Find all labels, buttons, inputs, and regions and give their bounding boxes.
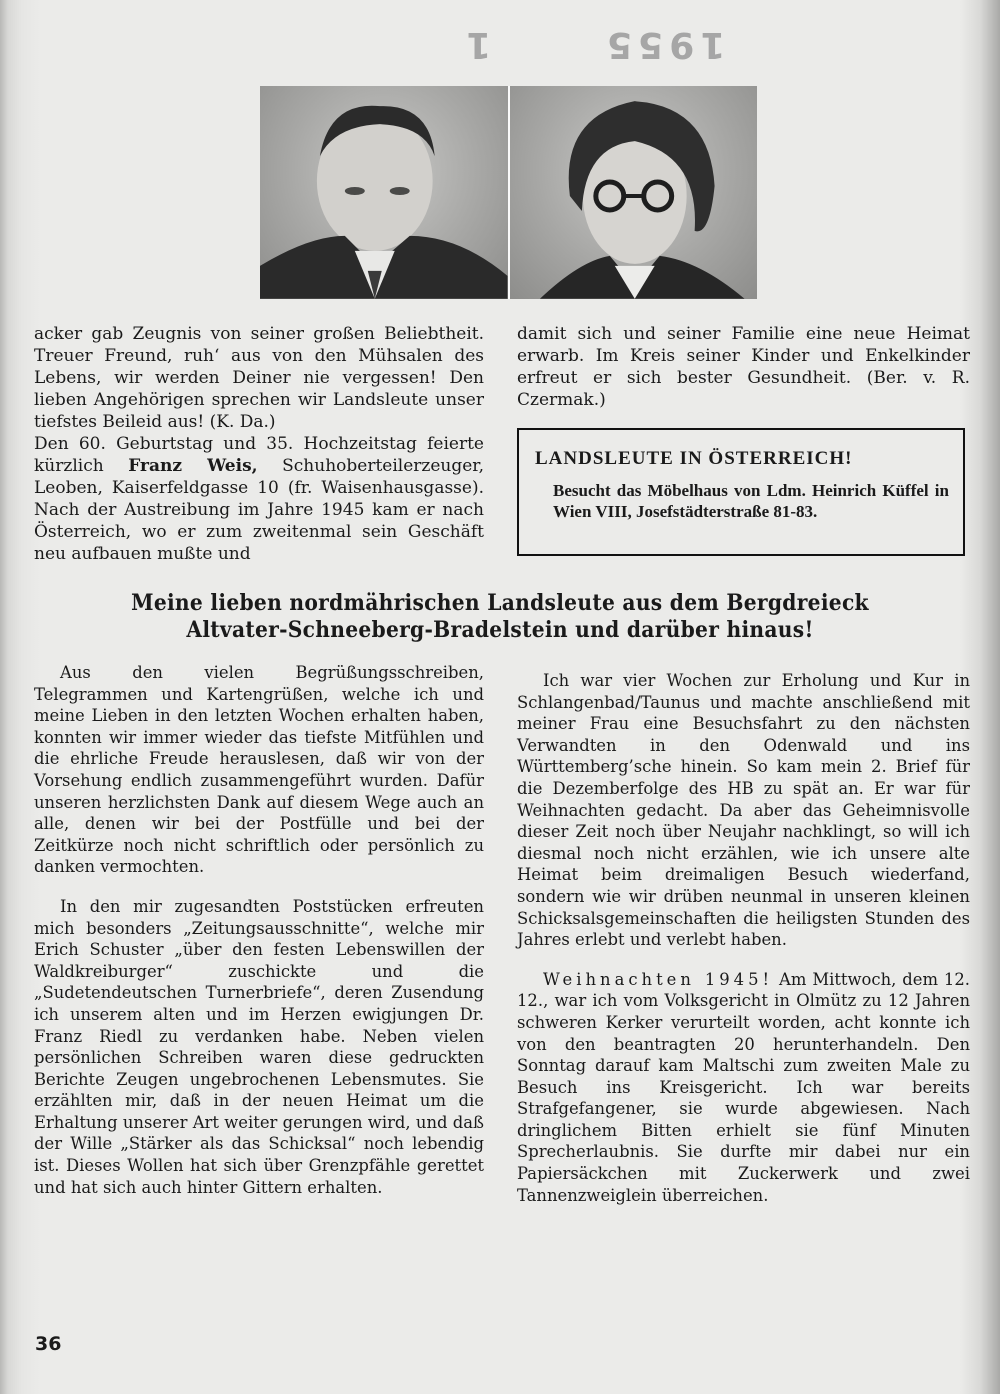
article-headline — [77, 590, 923, 644]
birthday-paragraph — [34, 433, 484, 565]
advertisement-title: LANDSLEUTE IN ÖSTERREICH! — [535, 448, 853, 469]
portrait-woman — [510, 86, 758, 299]
woman-portrait-image — [510, 86, 758, 299]
person-name: Franz Weis, — [128, 456, 258, 476]
headline-line-1: Meine lieben nordmährischen Landsleute aus dem Bergdreieck — [131, 590, 869, 616]
article-paragraph: Aus den vielen Begrüßungsschreiben, Telegrammen und Kartengrüßen, welche ich und meine Lieben in den letzten Wochen erhalten haben, konnten wir immer wieder das tiefste Mitfühlen und die ehrliche Freude herauslesen, daß wir von der Vorsehung endlich zusammengeführt wurden. Dafür unseren herzlichsten Dank auf diesem Wege auch an alle, denen wir bei der Postfülle und bei der Zeitkürze noch nicht schriftlich oder persönlich zu danken vermochten. — [34, 663, 484, 877]
article-column-right — [517, 670, 970, 1206]
birthday-text-end: Schuhoberteilerzeuger, Leoben, Kaiserfeldgasse 10 (fr. Waisenhausgasse). Nach der Austreibung im Jahre 1945 kam er nach Österreich, wo er zum zweitenmal sein Geschäft neu aufbauen mußte und — [34, 456, 484, 564]
portrait-photos — [260, 86, 757, 299]
year-stamp — [460, 24, 725, 65]
stamp-year: 1955 — [601, 24, 726, 65]
continuation-paragraph: damit sich und seiner Familie eine neue Heimat erwarb. Im Kreis seiner Kinder und Enkelkinder erfreut er sich bester Gesundheit. (Ber. v. R. Czermak.) — [517, 324, 970, 410]
page-number: 36 — [35, 1333, 62, 1355]
article-paragraph: Ich war vier Wochen zur Erholung und Kur in Schlangenbad/Taunus und machte anschließend mit meiner Frau eine Besuchsfahrt zu den nächsten Verwandten in den Odenwald und ins Württemberg’sche hinein. So kam mein 2. Brief für die Dezemberfolge des HB zu spät an. Er war für Weihnachten gedacht. Da aber das Geheimnisvolle dieser Zeit noch über Neujahr nachklingt, so will ich diesmal noch nicht erzählen, wie ich unsere alte Heimat beim dreimaligen Besuch wiederfand, sondern wie wir drüben neunmal in unseren kleinen Schicksalsgemeinschaften die heiligsten Stunden des Jahres erlebt und verlebt haben. — [517, 671, 970, 950]
portrait-man — [260, 86, 508, 299]
stamp-prefix: 1 — [460, 24, 492, 65]
obituary-paragraph: acker gab Zeugnis von seiner großen Beliebtheit. Treuer Freund, ruh‘ aus von den Mühsalen des Lebens, wir werden Deiner nie vergessen! Den lieben Angehörigen sprechen wir Landsleute unser tiefstes Beileid aus! (K. Da.) — [34, 324, 484, 432]
advertisement-box — [517, 428, 965, 556]
article-paragraph: In den mir zugesandten Poststücken erfreuten mich besonders „Zeitungsausschnitte“, welche mir Erich Schuster „über den festen Lebenswillen der Waldkreiburger“ zuschickte und die „Sudetendeutschen Turnerbriefe“, deren Zusendung ich unserem alten und im Herzen ewigjungen Dr. Franz Riedl zu verdanken habe. Neben vielen persönlichen Schreiben waren diese gedruckten Berichte Zeugen ungebrochenen Lebensmutes. Sie erzählten mir, daß in der neuen Heimat um die Erhaltung unserer Art weiter gerungen wird, und daß der Wille „Stärker als das Schicksal“ noch lebendig ist. Dieses Wollen hat sich über Grenzpfähle gerettet und hat sich auch hinter Gittern erhalten. — [34, 896, 484, 1197]
headline-line-2: Altvater-Schneeberg-Bradelstein und darüber hinaus! — [186, 617, 814, 643]
man-portrait-image — [260, 86, 508, 299]
birthday-text-start: Den 60. Geburtstag und 35. Hochzeitstag feierte kürzlich — [34, 434, 484, 476]
article-paragraph — [517, 969, 970, 1207]
obituary-column-left — [34, 323, 484, 565]
article-paragraph-text: Am Mittwoch, dem 12. 12., war ich vom Volksgericht in Olmütz zu 12 Jahren schweren Kerker verurteilt worden, acht konnte ich von den beantragten 20 herunterhandeln. Den Sonntag darauf kam Maltschi zum zweiten Male zu Besuch ins Kreisgericht. Ich war bereits Strafgefangener, sie wurde abgewiesen. Nach dringlichem Bitten erhielt sie fünf Minuten Sprecherlaubnis. Sie durfte mir dabei nur ein Papiersäckchen mit Zuckerwerk und zwei Tannenzweiglein überreichen. — [517, 969, 970, 1205]
article-column-left — [34, 662, 484, 1198]
advertisement-body: Besucht das Möbelhaus von Ldm. Heinrich Küffel in Wien VIII, Josefstädterstraße 81-83. — [553, 481, 949, 521]
obituary-column-right — [517, 323, 970, 411]
spaced-heading: Weihnachten 1945! — [543, 969, 774, 989]
